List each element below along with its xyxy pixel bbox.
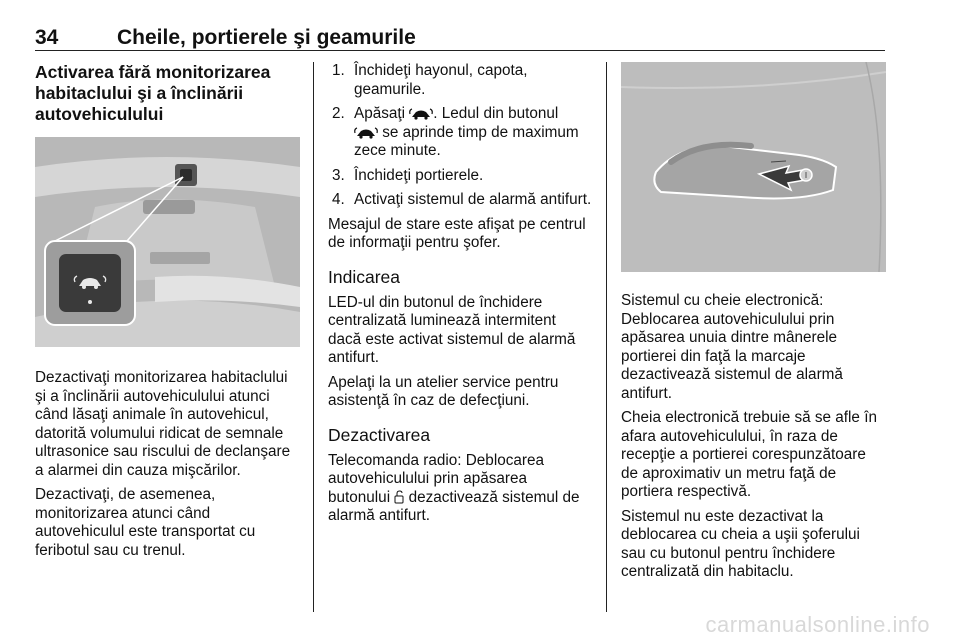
subheading-dezactivarea: Dezactivarea xyxy=(328,424,431,445)
status-note: Mesajul de stare este afişat pe centrul de informaţii pentru şofer. xyxy=(328,215,586,251)
paragraph-ferry: Dezactivaţi, de asemenea, monitorizarea atunci când autovehiculul este transportat cu feribotul sau cu trenul. xyxy=(35,486,256,559)
watermark: carmanualsonline.info xyxy=(705,612,930,637)
column-left xyxy=(35,62,300,566)
overhead-console-illustration xyxy=(35,137,300,347)
door-handle-illustration xyxy=(621,62,886,272)
car-tilt-icon xyxy=(409,108,433,120)
step-item: 1. Închideţi hayonul, capota, geamurile. xyxy=(332,62,528,98)
unlock-icon xyxy=(394,490,404,504)
step-item: 4. Activaţi sistemul de alarmă antifurt. xyxy=(332,191,592,208)
subheading-indicarea: Indicarea xyxy=(328,266,400,287)
car-tilt-icon xyxy=(354,127,378,139)
paragraph-pets: Dezactivaţi monitorizarea habitaclului şi a înclinării autovehiculului atunci când lăsaţi animale în autovehicul, datorită volumului ridicat de semnale ultrasonice sau riscului de declanşare a alarmei din cauza mişcărilor. xyxy=(35,369,291,479)
paragraph-not-deactivated: Sistemul nu este dezactivat la deblocarea cu cheia a uşii şoferului sau cu butonul pentru închidere centralizată din habitaclu. xyxy=(621,507,860,580)
paragraph-remote: Telecomanda radio: Deblocarea autovehiculului prin apăsarea butonului dezactivează sistemul de alarmă antifurt. xyxy=(328,451,580,524)
paragraph-led: LED-ul din butonul de închidere centralizată luminează intermitent dacă este activat sistemul de alarmă antifurt. xyxy=(328,293,576,366)
paragraph-range: Cheia electronică trebuie să se afle în afara autovehiculului, în raza de recepţie a portierei corespunzătoare de aproximativ un metru faţă de portiera respectivă. xyxy=(621,409,877,500)
column-middle xyxy=(328,62,593,532)
column-right xyxy=(621,62,886,588)
paragraph-keyless: Sistemul cu cheie electronică: Deblocarea autovehiculului prin apăsarea unuia dintre mânerele portierei din faţă la marcaje dezactivează sistemul de alarmă antifurt. xyxy=(621,292,843,402)
steps-list xyxy=(328,62,593,210)
section-heading: Activarea fără monitorizarea habitaclului şi a înclinării autovehiculului xyxy=(35,62,271,124)
chapter-title: Cheile, portierele şi geamurile xyxy=(117,26,416,49)
page-number: 34 xyxy=(35,26,59,49)
column-divider-1 xyxy=(313,62,314,612)
paragraph-service: Apelaţi la un atelier service pentru asistenţă în caz de defecţiuni. xyxy=(328,373,559,409)
page-header xyxy=(35,24,885,51)
step-item: 2. Apăsaţi . Ledul din butonul se aprinde timp de maximum zece minute. xyxy=(332,105,579,159)
column-divider-2 xyxy=(606,62,607,612)
step-item: 3. Închideţi portierele. xyxy=(332,166,484,184)
